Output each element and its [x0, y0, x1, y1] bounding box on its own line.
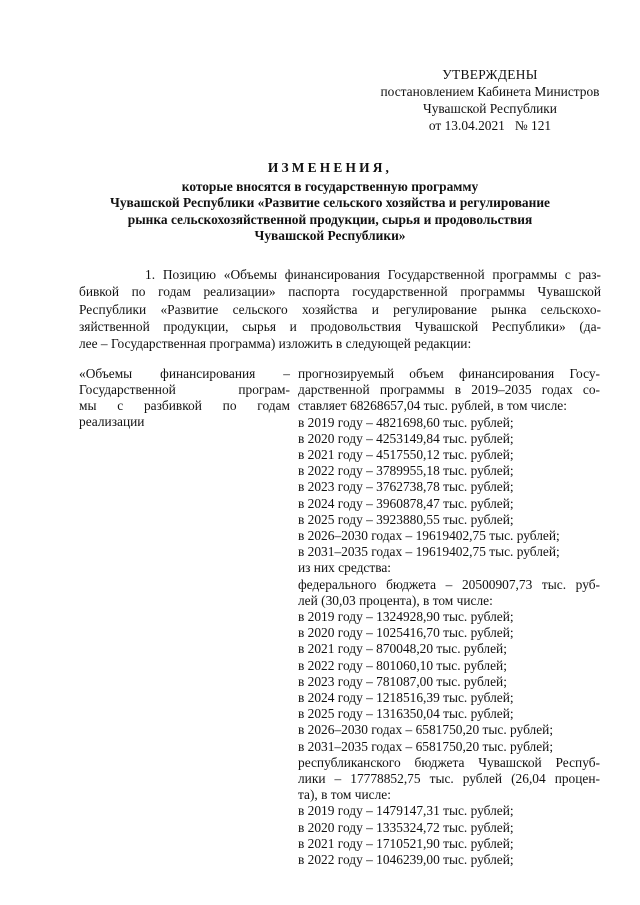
financing-line: прогнозируемый объем финансирования Госу- — [298, 366, 600, 381]
intro-line: лее – Государственная программа) изложить в следующей редакции: — [79, 336, 472, 352]
financing-line: федерального бюджета – 20500907,73 тыс. руб- — [298, 576, 600, 592]
financing-line: в 2019 году – 1324928,90 тыс. рублей; — [298, 609, 514, 625]
approval-region: Чувашской Республики — [423, 101, 557, 116]
financing-line: в 2031–2035 годах – 6581750,20 тыс. рублей; — [298, 738, 554, 754]
financing-line: в 2019 году – 1479147,31 тыс. рублей; — [298, 803, 514, 819]
financing-line: дарственной программы в 2019–2035 годах со- — [298, 382, 600, 398]
intro-paragraph — [79, 266, 601, 352]
financing-line: в 2021 году – 870048,20 тыс. рублей; — [298, 641, 507, 657]
label-line: Государственной програм- — [79, 382, 290, 397]
financing-line: в 2024 году – 1218516,39 тыс. рублей; — [298, 690, 514, 706]
financing-line: республиканского бюджета Чувашской Респуб- — [298, 754, 600, 770]
financing-line: в 2031–2035 годах – 19619402,75 тыс. рублей; — [298, 544, 560, 560]
approval-date-number: от 13.04.2021 № 121 — [428, 118, 552, 133]
financing-line: в 2019 году – 4821698,60 тыс. рублей; — [298, 414, 514, 430]
financing-line: лики – 17778852,75 тыс. рублей (26,04 процен- — [298, 771, 600, 787]
title-line: Чувашской Республики» — [254, 228, 406, 243]
financing-line: в 2023 году – 3762738,78 тыс. рублей; — [298, 479, 514, 495]
financing-line: в 2026–2030 годах – 19619402,75 тыс. рублей; — [298, 528, 560, 544]
title-line: которые вносятся в государственную программу — [181, 178, 479, 194]
label-line: мы с разбивкой по годам — [79, 398, 290, 413]
financing-line: лей (30,03 процента), в том числе: — [298, 592, 493, 608]
intro-line: 1. Позицию «Объемы финансирования Государственной программы с раз- — [145, 267, 601, 282]
approval-title: УТВЕРЖДЕНЫ — [442, 67, 538, 82]
title-line: рынка сельскохозяйственной продукции, сырья и продовольствия — [127, 211, 533, 227]
financing-details — [298, 366, 600, 868]
financing-line: в 2020 году – 1025416,70 тыс. рублей; — [298, 625, 514, 641]
financing-line: та), в том числе: — [298, 787, 391, 803]
financing-line: в 2026–2030 годах – 6581750,20 тыс. рублей; — [298, 722, 554, 738]
financing-line: в 2021 году – 4517550,12 тыс. рублей; — [298, 447, 514, 463]
approval-issuer: постановлением Кабинета Министров — [380, 84, 600, 99]
intro-line: бивкой по годам реализации» паспорта государственной программы Чувашской — [79, 284, 601, 300]
financing-line: в 2020 году – 4253149,84 тыс. рублей; — [298, 430, 514, 446]
title-line: Чувашской Республики «Развитие сельского хозяйства и регулирование — [110, 195, 550, 210]
document-title — [60, 160, 600, 245]
title-heading: ИЗМЕНЕНИЯ, — [267, 160, 393, 175]
financing-line: в 2022 году – 3789955,18 тыс. рублей; — [298, 463, 514, 479]
label-line: реализации — [79, 414, 145, 429]
intro-line: зяйственной продукции, сырья и продовольствия Чувашской Республики» (да- — [79, 318, 601, 334]
position-label — [79, 366, 290, 430]
approval-stamp — [360, 66, 620, 134]
financing-line: в 2023 году – 781087,00 тыс. рублей; — [298, 673, 507, 689]
label-line: «Объемы финансирования – — [79, 366, 290, 381]
financing-line: ставляет 68268657,04 тыс. рублей, в том числе: — [298, 398, 567, 414]
financing-line: в 2025 году – 3923880,55 тыс. рублей; — [298, 511, 514, 527]
financing-line: в 2025 году – 1316350,04 тыс. рублей; — [298, 706, 514, 722]
financing-line: в 2022 году – 1046239,00 тыс. рублей; — [298, 852, 514, 868]
financing-line: из них средства: — [298, 560, 392, 576]
financing-line: в 2020 году – 1335324,72 тыс. рублей; — [298, 819, 514, 835]
financing-line: в 2022 году – 801060,10 тыс. рублей; — [298, 657, 507, 673]
financing-line: в 2024 году – 3960878,47 тыс. рублей; — [298, 495, 514, 511]
financing-line: в 2021 году – 1710521,90 тыс. рублей; — [298, 835, 514, 851]
intro-line: Республики «Развитие сельского хозяйства и регулирование рынка сельскохо- — [79, 301, 601, 317]
